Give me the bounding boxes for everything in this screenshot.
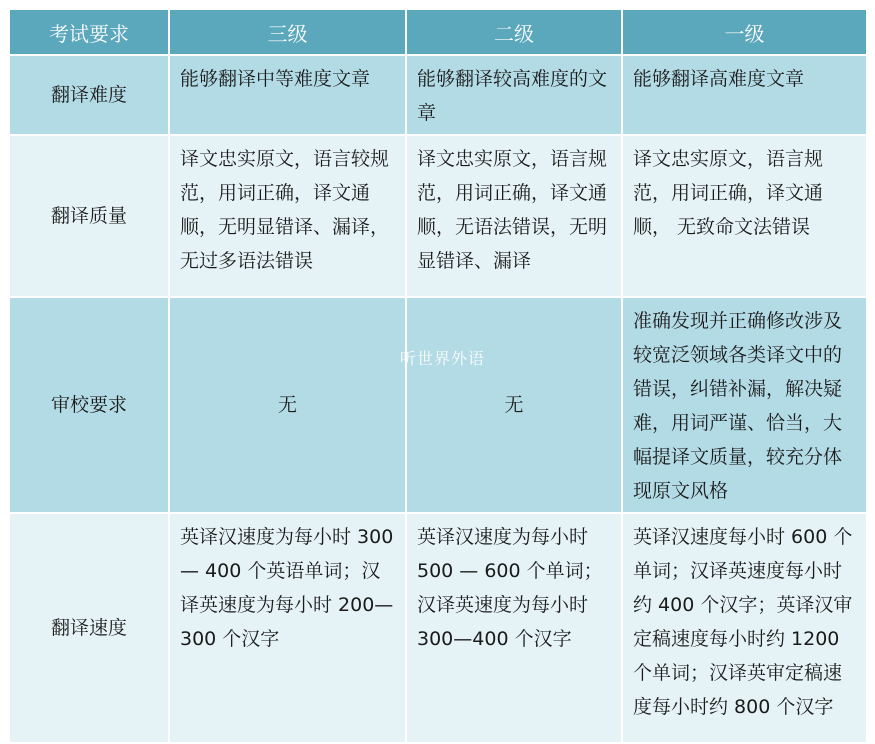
cell-level-2: 英译汉速度为每小时 500 — 600 个单词；汉译英速度为每小时 300—400 个汉字 [406,513,622,743]
table-row [9,55,867,135]
row-label: 翻译质量 [9,135,169,297]
cell-level-2: 无 [406,297,622,513]
header-requirement: 考试要求 [9,9,169,55]
cell-level-2: 译文忠实原文，语言规范，用词正确，译文通顺，无语法错误，无明显错译、漏译 [406,135,622,297]
header-row [9,9,867,55]
cell-level-3: 译文忠实原文，语言较规范，用词正确，译文通顺，无明显错译、漏译，无过多语法错误 [169,135,406,297]
header-level-3: 三级 [169,9,406,55]
cell-level-1: 能够翻译高难度文章 [622,55,867,135]
cell-level-1: 准确发现并正确修改涉及较宽泛领域各类译文中的错误，纠错补漏，解决疑难，用词严谨、恰当，大幅提译文质量，较充分体现原文风格 [622,297,867,513]
cell-level-2: 能够翻译较高难度的文章 [406,55,622,135]
watermark-text: 听世界外语 [400,349,486,368]
row-label: 翻译速度 [9,513,169,743]
table-row [9,135,867,297]
header-level-2: 二级 [406,9,622,55]
cell-level-1: 英译汉速度每小时 600 个单词；汉译英速度每小时约 400 个汉字；英译汉审定稿速度每小时约 1200 个单词；汉译英审定稿速度每小时约 800 个汉字 [622,513,867,743]
cell-level-1: 译文忠实原文，语言规范，用词正确，译文通顺， 无致命文法错误 [622,135,867,297]
exam-requirements-table [8,8,868,744]
header-level-1: 一级 [622,9,867,55]
table-row [9,297,867,513]
cell-level-3: 无 [169,297,406,513]
cell-level-3: 能够翻译中等难度文章 [169,55,406,135]
row-label: 翻译难度 [9,55,169,135]
row-label: 审校要求 [9,297,169,513]
table-row [9,513,867,743]
cell-level-3: 英译汉速度为每小时 300 — 400 个英语单词；汉译英速度为每小时 200—300 个汉字 [169,513,406,743]
